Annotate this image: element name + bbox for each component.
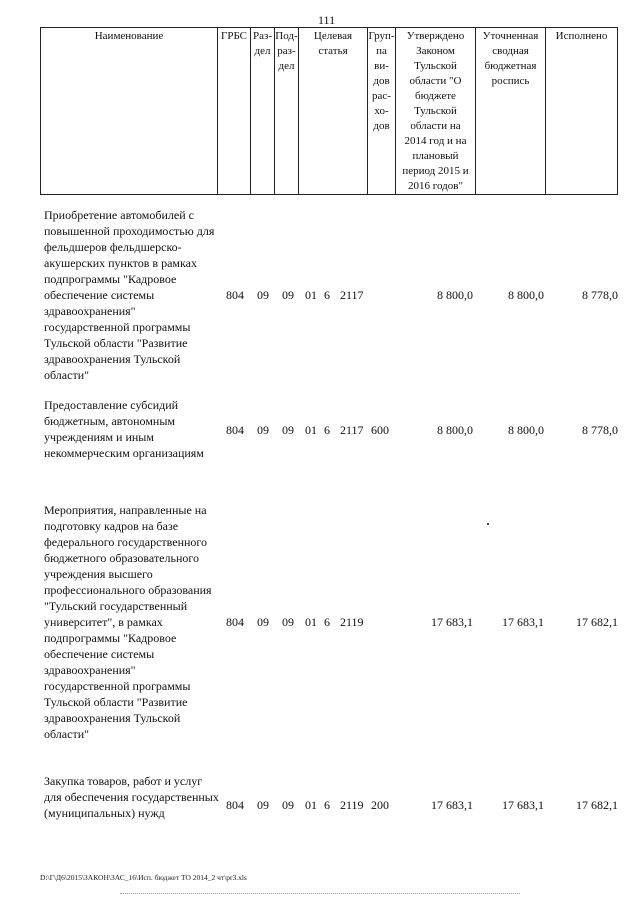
row-2-utochnennaya: 8 800,0: [508, 423, 544, 437]
row-1-razdel: 09: [257, 288, 269, 302]
row-3-ispolneno: 17 682,1: [576, 615, 618, 629]
header-grbs: [217, 27, 251, 195]
row-2-ispolneno: 8 778,0: [582, 423, 618, 437]
row-3-grbs: 804: [226, 615, 244, 629]
row-1-podrazdel: 09: [282, 288, 294, 302]
header-razdel-text: Раз- дел: [252, 30, 272, 57]
scan-artifact-line: [120, 893, 520, 896]
row-1-cs3: 2117: [340, 288, 364, 302]
row-3-name: Мероприятия, направленные на подготовку кадров на базе федерального государственного бюджетного образовательного учреждения высшего профессионального образования "Тульский государственный университет", в рамках подпрограммы "Кадровое обеспечение системы здравоохранения" государственной программы Тульской области "Развитие здравоохранения Тульской области": [44, 503, 212, 741]
header-podrazdel-text: Под- раз- дел: [275, 30, 298, 72]
stray-mark: [487, 523, 489, 525]
row-4-cs3: 2119: [340, 798, 364, 812]
row-1-ispolneno: 8 778,0: [582, 288, 618, 302]
header-utochnennaya: [475, 27, 546, 195]
row-1-grbs: 804: [226, 288, 244, 302]
row-4-name: Закупка товаров, работ и услуг для обеспечения государственных (муниципальных) нужд: [44, 774, 219, 820]
row-1-name: Приобретение автомобилей с повышенной проходимостью для фельдшеров фельдшерско-акушерских пунктов в рамках подпрограммы "Кадровое обеспечение системы здравоохранения" государственной программы Тульской области "Развитие здравоохранения Тульской области": [44, 208, 215, 382]
header-gruppa: [367, 27, 396, 195]
row-2-podrazdel: 09: [282, 423, 294, 437]
header-gruppa-text: Груп- па ви- дов рас- хо- дов: [368, 30, 395, 132]
row-2-vid: 600: [371, 423, 389, 437]
row-1-cs1: 01: [305, 288, 317, 302]
row-2-grbs: 804: [226, 423, 244, 437]
header-celevaya: [298, 27, 368, 195]
row-4-podrazdel: 09: [282, 798, 294, 812]
header-celevaya-text: Целевая статья: [313, 30, 353, 57]
row-1-utochnennaya: 8 800,0: [508, 288, 544, 302]
row-3-utochnennaya: 17 683,1: [502, 615, 544, 629]
row-2-name: Предоставление субсидий бюджетным, автономным учреждениям и иным некоммерческим организациям: [44, 398, 204, 460]
row-1-utverzhdeno: 8 800,0: [437, 288, 473, 302]
header-utverzhdeno: [395, 27, 476, 195]
row-3-cs2: 6: [324, 615, 330, 629]
header-name-text: Наименование: [94, 30, 164, 42]
header-razdel: [250, 27, 275, 195]
footer-file-path: D:\Г\Д6\2015\ЗАКОН\ЗАС_16\Исп. бюджет ТО 2014_2 чт\pr3.xls: [40, 873, 247, 882]
page-number: 111: [318, 13, 336, 27]
row-3-cs3: 2119: [340, 615, 364, 629]
row-2-cs3: 2117: [340, 423, 364, 437]
row-4-grbs: 804: [226, 798, 244, 812]
row-3-utverzhdeno: 17 683,1: [431, 615, 473, 629]
header-podrazdel: [274, 27, 299, 195]
row-3-podrazdel: 09: [282, 615, 294, 629]
row-4-ispolneno: 17 682,1: [576, 798, 618, 812]
header-utverzhdeno-text: Утверждено Законом Тульской области "О бюджете Тульской области на 2014 год и на плановый период 2015 и 2016 годов": [402, 30, 469, 192]
row-4-utochnennaya: 17 683,1: [502, 798, 544, 812]
row-2-razdel: 09: [257, 423, 269, 437]
header-name: [40, 27, 218, 195]
row-3-razdel: 09: [257, 615, 269, 629]
row-4-cs2: 6: [324, 798, 330, 812]
header-ispolneno: [545, 27, 618, 195]
header-ispolneno-text: Исполнено: [555, 30, 608, 42]
header-utochnennaya-text: Уточненная сводная бюджетная роспись: [482, 30, 539, 87]
row-4-utverzhdeno: 17 683,1: [431, 798, 473, 812]
row-1-cs2: 6: [324, 288, 330, 302]
row-2-cs1: 01: [305, 423, 317, 437]
header-grbs-text: ГРБС: [220, 30, 248, 42]
row-4-vid: 200: [371, 798, 389, 812]
row-4-razdel: 09: [257, 798, 269, 812]
row-2-cs2: 6: [324, 423, 330, 437]
row-4-cs1: 01: [305, 798, 317, 812]
row-2-utverzhdeno: 8 800,0: [437, 423, 473, 437]
row-3-cs1: 01: [305, 615, 317, 629]
